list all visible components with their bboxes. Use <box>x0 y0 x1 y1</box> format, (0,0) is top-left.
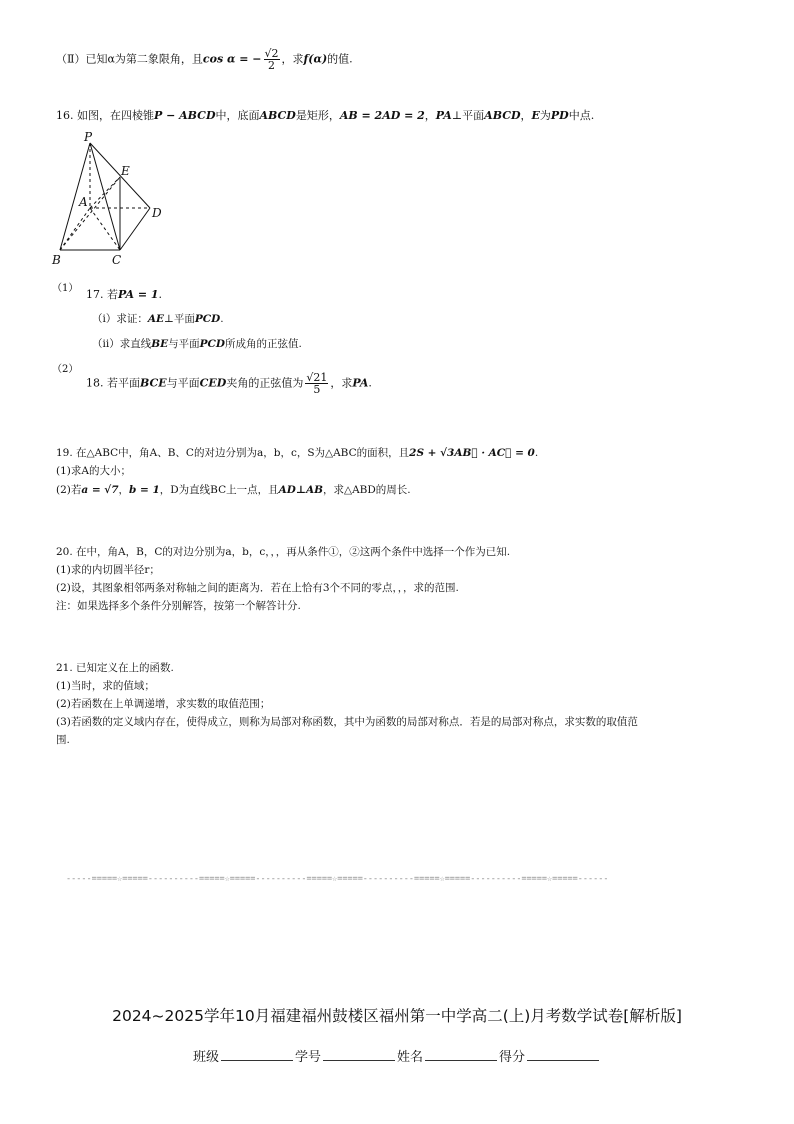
q18-text-e: . <box>368 376 372 390</box>
q21-line4: (3)若函数的定义域内存在，使得成立，则称为局部对称函数，其中为函数的局部对称点．若是的局部对称点，求实数的取值范 <box>56 716 638 728</box>
q20-line2: (1)求的内切圆半径r； <box>56 564 160 576</box>
page-separator: -----=====☆=====----------=====☆=====----------=====☆=====----------=====☆=====----------=====☆=====------ <box>66 874 609 884</box>
exam-title: 2024~2025学年10月福建福州鼓楼区福州第一中学高二(上)月考数学试卷[解析版] <box>112 1007 682 1025</box>
q15-text: （Ⅱ）已知α为第二象限角，且 <box>56 52 203 66</box>
q18-plane-2: CED <box>199 376 227 390</box>
q18-plane-1: BCE <box>140 376 167 390</box>
q16-pd: PD <box>550 109 569 122</box>
q19-line3-b-value: b = 1 <box>129 484 160 496</box>
q20-line3: (2)设，其图象相邻两条对称轴之间的距离为．若在上恰有3个不同的零点，，，求的范围. <box>56 582 459 594</box>
q18-statement <box>86 372 372 395</box>
label-a: A <box>79 195 88 209</box>
q16-base: ABCD <box>259 109 296 122</box>
q16-text-b: 中，底面 <box>215 109 260 122</box>
name-label: 姓名 <box>397 1050 424 1065</box>
label-c: C <box>112 253 122 267</box>
q19-line3-text-d: ，求△ABD的周长. <box>323 484 411 496</box>
score-field[interactable] <box>527 1048 599 1061</box>
edge-ac <box>90 208 120 250</box>
q17-sub-ii-text-b: 与平面 <box>168 338 200 350</box>
part2-marker: （2） <box>52 364 79 375</box>
label-p: P <box>84 130 93 144</box>
q18-text-c: 夹角的正弦值为 <box>226 376 304 390</box>
label-d: D <box>152 206 162 220</box>
q19-line3-a-value: a = √7 <box>81 484 119 496</box>
q19-text-a: 19. 在△ABC中，角A、B、C的对边分别为a，b，c，S为△ABC的面积，且 <box>56 447 410 459</box>
q20-line4: 注：如果选择多个条件分别解答，按第一个解答计分. <box>56 600 301 612</box>
q17-sub-i-plane: PCD <box>194 313 221 325</box>
pyramid-figure <box>48 130 168 270</box>
label-b: B <box>52 253 61 267</box>
q17-statement <box>86 287 162 302</box>
q21-line1: 21. 已知定义在上的函数. <box>56 662 174 674</box>
q17-sub-i <box>92 312 224 327</box>
q18-pa: PA <box>352 376 369 390</box>
q16-text-f: ， <box>520 109 532 122</box>
id-label: 学号 <box>294 1050 321 1065</box>
q16-text-g: 为 <box>539 109 551 122</box>
q19-line3-text-c: ，D为直线BC上一点，且 <box>159 484 279 496</box>
q17-condition: PA = 1 <box>118 288 159 301</box>
score-label: 得分 <box>499 1050 526 1065</box>
q17-text-b: . <box>158 288 163 301</box>
q18-text-b: 与平面 <box>166 376 200 390</box>
q15-part2-line <box>56 48 353 71</box>
q17-sub-ii-line: BE <box>151 338 169 350</box>
q18-fraction <box>305 372 328 395</box>
q17-sub-i-text-b: ⊥平面 <box>164 313 195 325</box>
q21-line2: (1)当时，求的值域； <box>56 680 155 692</box>
edge-cd <box>120 208 150 250</box>
q15-fraction <box>264 48 280 71</box>
q16-text-h: 中点. <box>568 109 595 122</box>
edge-ab <box>60 208 90 250</box>
q16-plane: ABCD <box>484 109 521 122</box>
part1-marker: （1） <box>52 283 79 294</box>
q16-text-c: 是矩形， <box>295 109 340 122</box>
q17-sub-ii-text: （ii）求直线 <box>92 338 152 350</box>
q20-line1: 20. 在中，角A，B，C的对边分别为a，b，c，，，再从条件①，②这两个条件中选择一个作为已知. <box>56 546 511 558</box>
q16-statement <box>56 108 594 123</box>
q17-sub-ii-plane: PCD <box>199 338 225 350</box>
q16-pa: PA <box>435 109 452 122</box>
id-field[interactable] <box>323 1048 395 1061</box>
q19-line3-perpendicular: AD⊥AB <box>278 484 323 496</box>
q15-fraction-denominator: 2 <box>268 59 276 72</box>
q21-line3: (2)若函数在上单调递增，求实数的取值范围； <box>56 698 271 710</box>
q16-text-d: ， <box>424 109 436 122</box>
q17-sub-i-text-c: . <box>220 313 224 325</box>
q17-sub-ii <box>92 337 302 352</box>
q17-sub-ii-text-c: 所成角的正弦值. <box>224 338 302 350</box>
edge-ae <box>90 177 120 208</box>
q16-equation: AB = 2AD = 2 <box>339 109 425 122</box>
q16-text-e: ⊥平面 <box>451 109 485 122</box>
q15-text-c: 的值. <box>327 52 353 66</box>
q17-text-a: 若 <box>103 288 118 301</box>
label-e: E <box>121 164 130 178</box>
q19-line2: (1)求A的大小； <box>56 465 131 477</box>
q16-point-e: E <box>531 109 540 122</box>
q19-line3-text-a: (2)若 <box>56 484 82 496</box>
q17-sub-i-text: （i）求证： <box>92 313 148 325</box>
q18-number: 18. <box>86 376 104 390</box>
q17-number: 17. <box>86 288 104 301</box>
q18-fraction-denominator: 5 <box>313 383 321 396</box>
q18-fraction-numerator: √21 <box>306 371 328 384</box>
q15-cos-expression: cos α = − <box>202 52 262 66</box>
q21-line5: 围. <box>56 734 70 746</box>
name-field[interactable] <box>425 1048 497 1061</box>
q18-text-d: ，求 <box>330 376 353 390</box>
q19-line1 <box>56 446 538 461</box>
q15-text-b: ，求 <box>281 52 304 66</box>
q19-text-b: . <box>534 447 539 459</box>
q18-text-a: 若平面 <box>103 376 140 390</box>
q19-line3-text-b: ， <box>118 484 129 496</box>
q15-fraction-numerator: √2 <box>264 47 279 60</box>
q16-text-a: 16. 如图，在四棱锥 <box>56 109 154 122</box>
q17-sub-i-line: AE <box>147 313 165 325</box>
q15-function-expression: f(α) <box>303 52 328 66</box>
q19-equation: 2S + √3AB⃗ · AC⃗ = 0 <box>409 447 535 459</box>
q19-line3 <box>56 483 411 498</box>
student-info-fields <box>0 1046 794 1065</box>
q16-pyramid: P − ABCD <box>154 109 216 122</box>
class-label: 班级 <box>192 1050 219 1065</box>
class-field[interactable] <box>221 1048 293 1061</box>
